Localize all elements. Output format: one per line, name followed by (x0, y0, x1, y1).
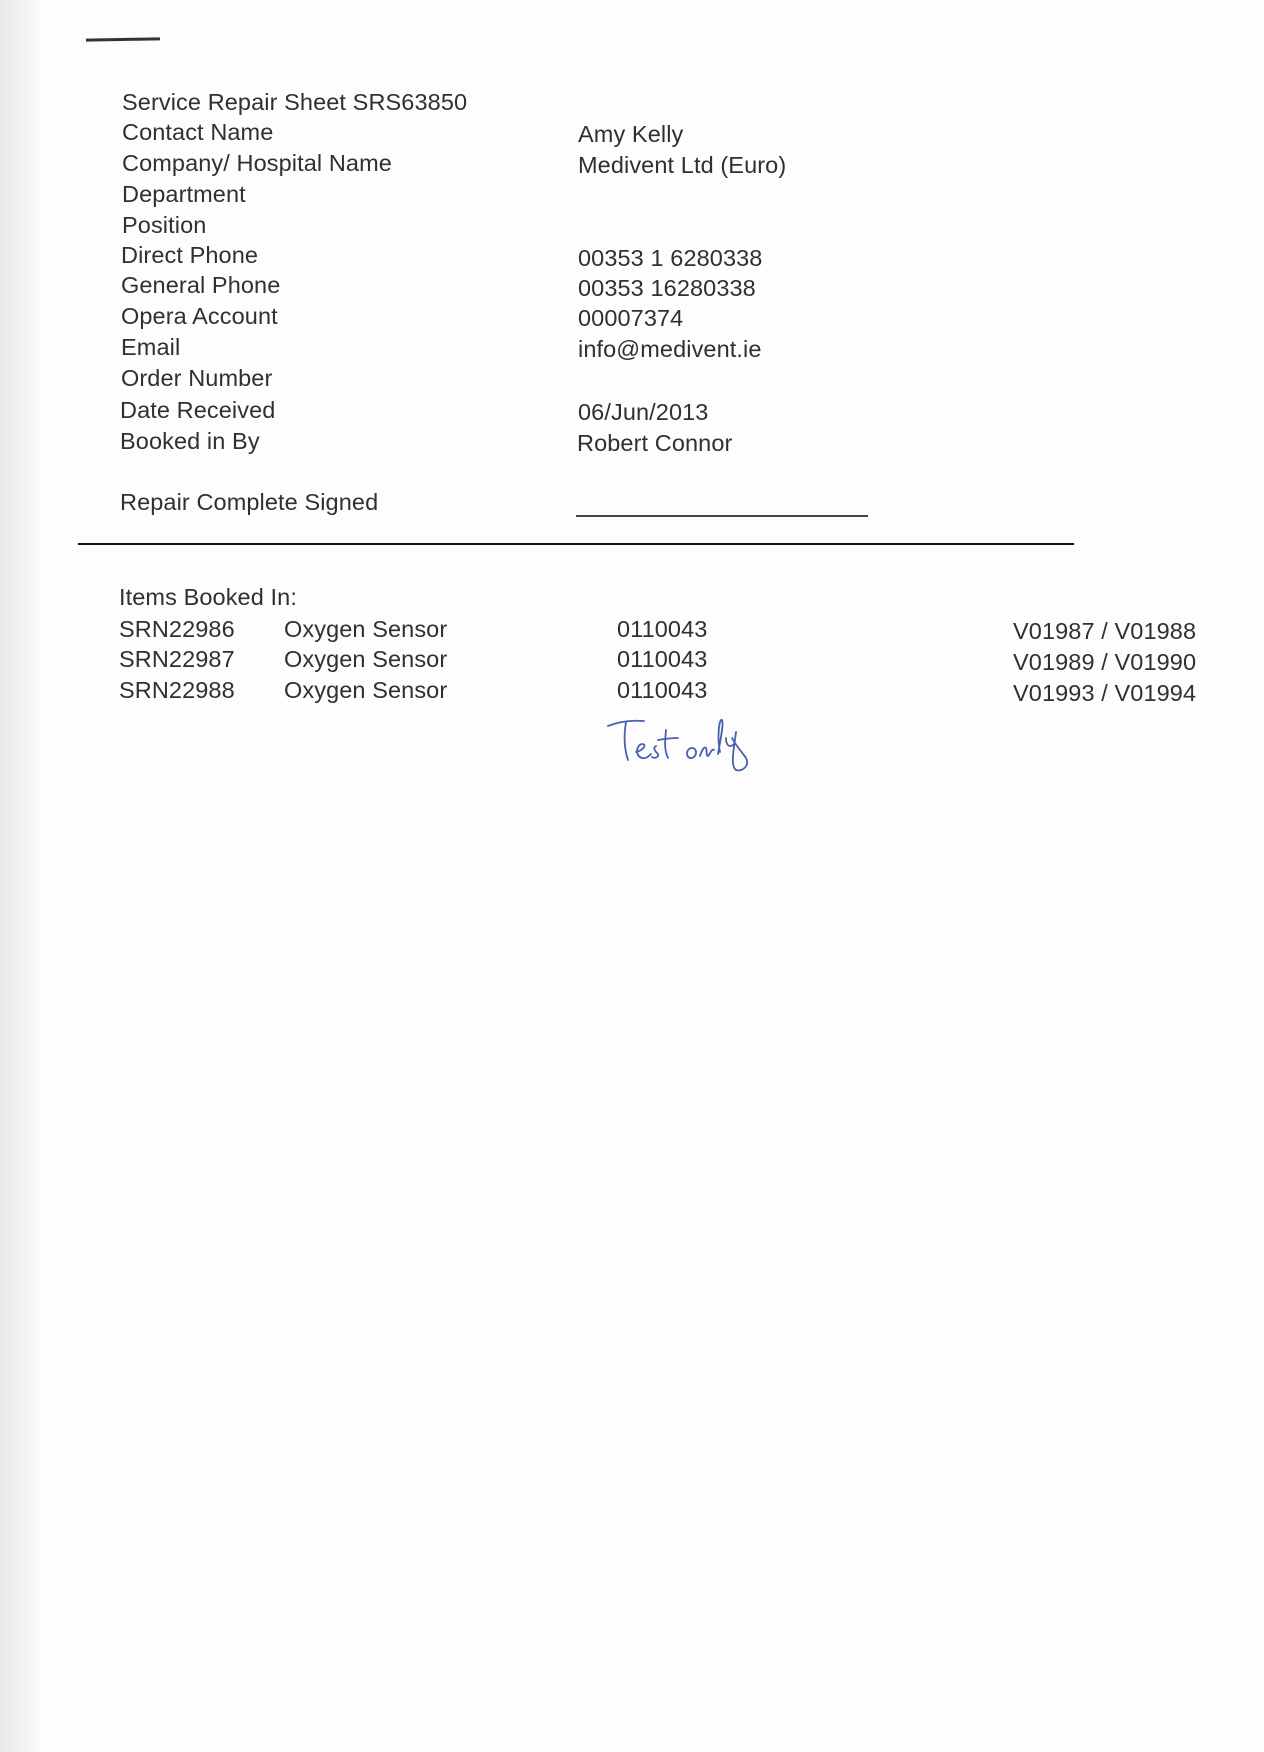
field-value-booked-in-by: Robert Connor (577, 430, 733, 456)
field-value-direct-phone: 00353 1 6280338 (578, 245, 763, 271)
item-ref: SRN22987 (119, 646, 235, 672)
field-value-general-phone: 00353 16280338 (578, 275, 756, 301)
handwritten-note (600, 708, 770, 781)
field-label-department: Department (122, 181, 246, 207)
field-label-general-phone: General Phone (121, 272, 281, 298)
item-description: Oxygen Sensor (284, 616, 448, 642)
item-part-number: 0110043 (617, 646, 708, 672)
field-label-opera-account: Opera Account (121, 303, 278, 329)
field-value-opera-account: 00007374 (578, 305, 684, 331)
items-heading: Items Booked In: (119, 584, 297, 610)
item-description: Oxygen Sensor (284, 646, 448, 672)
item-part-number: 0110043 (617, 616, 708, 642)
item-serials: V01989 / V01990 (1013, 649, 1197, 675)
item-ref: SRN22988 (119, 677, 235, 703)
scan-shadow-edge (0, 0, 44, 1752)
item-part-number: 0110043 (617, 677, 708, 703)
item-description: Oxygen Sensor (284, 677, 448, 703)
field-label-booked-in-by: Booked in By (120, 428, 260, 454)
repair-complete-label: Repair Complete Signed (120, 489, 379, 515)
field-value-date-received: 06/Jun/2013 (578, 399, 709, 425)
field-label-direct-phone: Direct Phone (121, 242, 259, 268)
field-value-company: Medivent Ltd (Euro) (578, 152, 787, 178)
section-divider (78, 543, 1074, 545)
field-label-contact-name: Contact Name (122, 119, 274, 145)
item-serials: V01993 / V01994 (1013, 680, 1197, 706)
field-value-email: info@medivent.ie (578, 336, 762, 362)
document-title: Service Repair Sheet SRS63850 (122, 89, 468, 115)
item-ref: SRN22986 (119, 616, 235, 642)
field-label-date-received: Date Received (120, 397, 276, 423)
top-pen-mark (86, 37, 160, 41)
field-label-order-number: Order Number (121, 365, 273, 391)
field-label-company: Company/ Hospital Name (122, 150, 392, 176)
field-value-contact-name: Amy Kelly (578, 121, 684, 147)
item-serials: V01987 / V01988 (1013, 618, 1197, 644)
field-label-position: Position (122, 212, 207, 238)
handwritten-note-drawing (600, 708, 770, 776)
field-label-email: Email (121, 334, 181, 360)
signature-line (576, 515, 868, 517)
